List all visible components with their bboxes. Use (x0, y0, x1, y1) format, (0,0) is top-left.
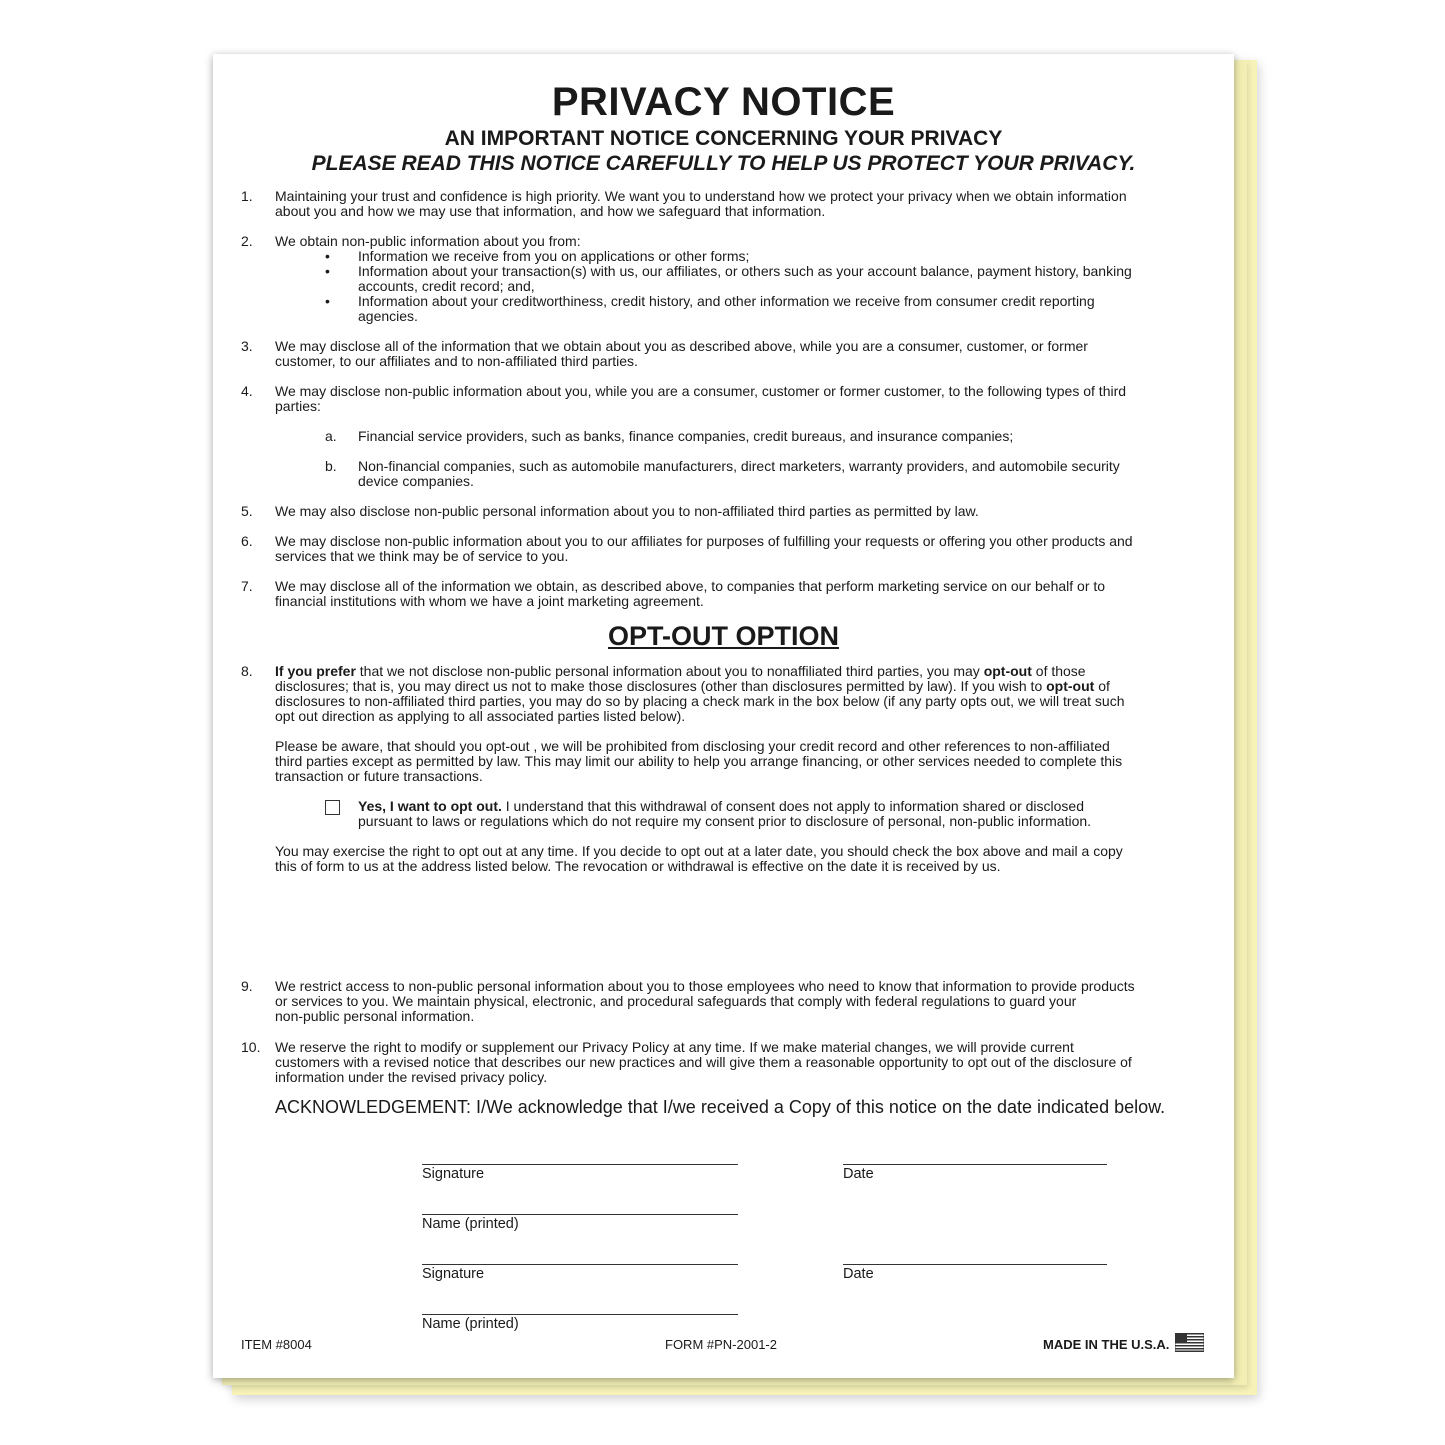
item-number: 6. (241, 533, 253, 549)
opt-out-text (275, 679, 1205, 694)
date-label: Date (843, 1266, 874, 1282)
opt-out-exercise-text: You may exercise the right to opt out at any time. If you decide to opt out at a later date, you should check the box above and mail a copy (275, 843, 1123, 859)
item-text: information under the revised privacy policy. (275, 1069, 548, 1085)
bullet-text: agencies. (358, 308, 418, 324)
item-text: We restrict access to non-public personal information about you to those employees who need to know that information to provide products (275, 978, 1135, 994)
printed-name-label: Name (printed) (422, 1216, 519, 1232)
item-number: 8. (241, 663, 253, 679)
printed-name-line[interactable] (422, 1314, 738, 1315)
text: of those (1031, 663, 1086, 679)
opt-out-warning: Please be aware, that should you opt-out , we will be prohibited from disclosing your credit record and other references to non-affiliated (275, 738, 1110, 754)
printed-name-label: Name (printed) (422, 1316, 519, 1332)
bullet-text: accounts, credit record; and, (358, 278, 535, 294)
item-text: or services to you. We maintain physical, electronic, and procedural safeguards that comply with federal regulations to guard your (275, 993, 1077, 1009)
opt-out-heading: OPT-OUT OPTION (607, 621, 839, 651)
page-title: PRIVACY NOTICE (551, 80, 896, 124)
date-label: Date (843, 1166, 874, 1182)
form-number-footer: FORM #PN-2001-2 (665, 1337, 777, 1352)
privacy-notice-form (213, 54, 1234, 1378)
item-number: 2. (241, 233, 253, 249)
bullet-icon: • (325, 248, 330, 264)
item-text: We may disclose all of the information we obtain, as described above, to companies that perform marketing service on our behalf or to (275, 578, 1106, 594)
printed-name-line[interactable] (422, 1214, 738, 1215)
opt-out-exercise-text: this of form to us at the address listed below. The revocation or withdrawal is effective on the date it is received by us. (275, 858, 1001, 874)
item-text: parties: (275, 398, 321, 414)
text: of (1094, 678, 1110, 694)
item-text: We reserve the right to modify or supplement our Privacy Policy at any time. If we make material changes, we will provide current (275, 1039, 1074, 1055)
item-text: financial institutions with whom we have a joint marketing agreement. (275, 593, 704, 609)
sub-item-text: Financial service providers, such as banks, finance companies, credit bureaus, and insurance companies; (358, 428, 1014, 444)
acknowledgement: ACKNOWLEDGEMENT: I/We acknowledge that I/we received a Copy of this notice on the date indicated below. (275, 1097, 1166, 1117)
opt-out-warning: third parties except as permitted by law. This may limit our ability to help you arrange financing, or other services needed to complete this (275, 753, 1123, 769)
opt-out-text (275, 664, 1205, 679)
item-number: 4. (241, 383, 253, 399)
item-number: 10. (241, 1039, 261, 1055)
item-number-footer: ITEM #8004 (241, 1337, 312, 1352)
item-number: 1. (241, 188, 253, 204)
sub-item-letter: a. (325, 428, 337, 444)
text: I understand that this withdrawal of consent does not apply to information shared or disclosed (501, 798, 1085, 814)
opt-out-warning: transaction or future transactions. (275, 768, 483, 784)
item-text: We may disclose non-public information about you to our affiliates for purposes of fulfilling your requests or offering you other products and (275, 533, 1133, 549)
item-text: about you and how we may use that information, and how we safeguard that information. (275, 203, 826, 219)
bullet-text: Information we receive from you on applications or other forms; (358, 248, 750, 264)
bullet-text: Information about your transaction(s) with us, our affiliates, or others such as your account balance, payment history, banking (358, 263, 1132, 279)
item-text: We may disclose non-public information about you, while you are a consumer, customer or former customer, to the following types of third (275, 383, 1127, 399)
sub-item-letter: b. (325, 458, 337, 474)
bullet-text: Information about your creditworthiness, credit history, and other information we receive from consumer credit reporting (358, 293, 1095, 309)
signature-line[interactable] (422, 1264, 738, 1265)
bold-text: If you prefer (275, 663, 356, 679)
text: that we not disclose non-public personal information about you to nonaffiliated third parties, you may (355, 663, 984, 679)
bullet-icon: • (325, 263, 330, 279)
bold-text: opt-out (1046, 678, 1095, 694)
signature-label: Signature (422, 1166, 485, 1182)
sub-item-text: device companies. (358, 473, 474, 489)
item-text: non-public personal information. (275, 1008, 475, 1024)
opt-out-text: opt out direction as applying to all associated parties listed below). (275, 708, 686, 724)
text: disclosures; that is, you may direct us not to make those disclosures (other than disclosures permitted by law). If you wish to (275, 678, 1047, 694)
item-text: Maintaining your trust and confidence is high priority. We want you to understand how we protect your privacy when we obtain information (275, 188, 1127, 204)
date-line[interactable] (843, 1264, 1107, 1265)
item-text: We may disclose all of the information that we obtain about you as described above, while you are a consumer, customer, or former (275, 338, 1088, 354)
bullet-icon: • (325, 293, 330, 309)
page-instruction: PLEASE READ THIS NOTICE CAREFULLY TO HELP US PROTECT YOUR PRIVACY. (311, 152, 1136, 175)
item-number: 7. (241, 578, 253, 594)
item-number: 9. (241, 978, 253, 994)
item-text: customer, to our affiliates and to non-affiliated third parties. (275, 353, 638, 369)
item-number: 3. (241, 338, 253, 354)
signature-line[interactable] (422, 1164, 738, 1165)
made-in-usa: MADE IN THE U.S.A. (1043, 1337, 1170, 1352)
date-line[interactable] (843, 1164, 1107, 1165)
item-number: 5. (241, 503, 253, 519)
item-text: We obtain non-public information about you from: (275, 233, 581, 249)
opt-out-checkbox-label (358, 799, 1208, 814)
opt-out-text: disclosures to non-affiliated third parties, you may do so by placing a check mark in the box below (if any party opts out, we will treat such (275, 693, 1125, 709)
opt-out-checkbox[interactable] (325, 800, 340, 815)
item-text: We may also disclose non-public personal information about you to non-affiliated third parties as permitted by law. (275, 503, 979, 519)
bold-text: Yes, I want to opt out. (358, 798, 502, 814)
bold-text: opt-out (983, 663, 1032, 679)
sub-item-text: Non-financial companies, such as automobile manufacturers, direct marketers, warranty providers, and automobile security (358, 458, 1120, 474)
opt-out-checkbox-label: pursuant to laws or regulations which do not require my consent prior to disclosure of personal, non-public information. (358, 813, 1092, 829)
page-subtitle: AN IMPORTANT NOTICE CONCERNING YOUR PRIVACY (444, 127, 1003, 150)
item-text: services that we think may be of service to you. (275, 548, 569, 564)
item-text: customers with a revised notice that describes our new practices and will give them a reasonable opportunity to opt out of the disclosure of (275, 1054, 1132, 1070)
signature-label: Signature (422, 1266, 485, 1282)
us-flag-icon (1175, 1333, 1204, 1352)
